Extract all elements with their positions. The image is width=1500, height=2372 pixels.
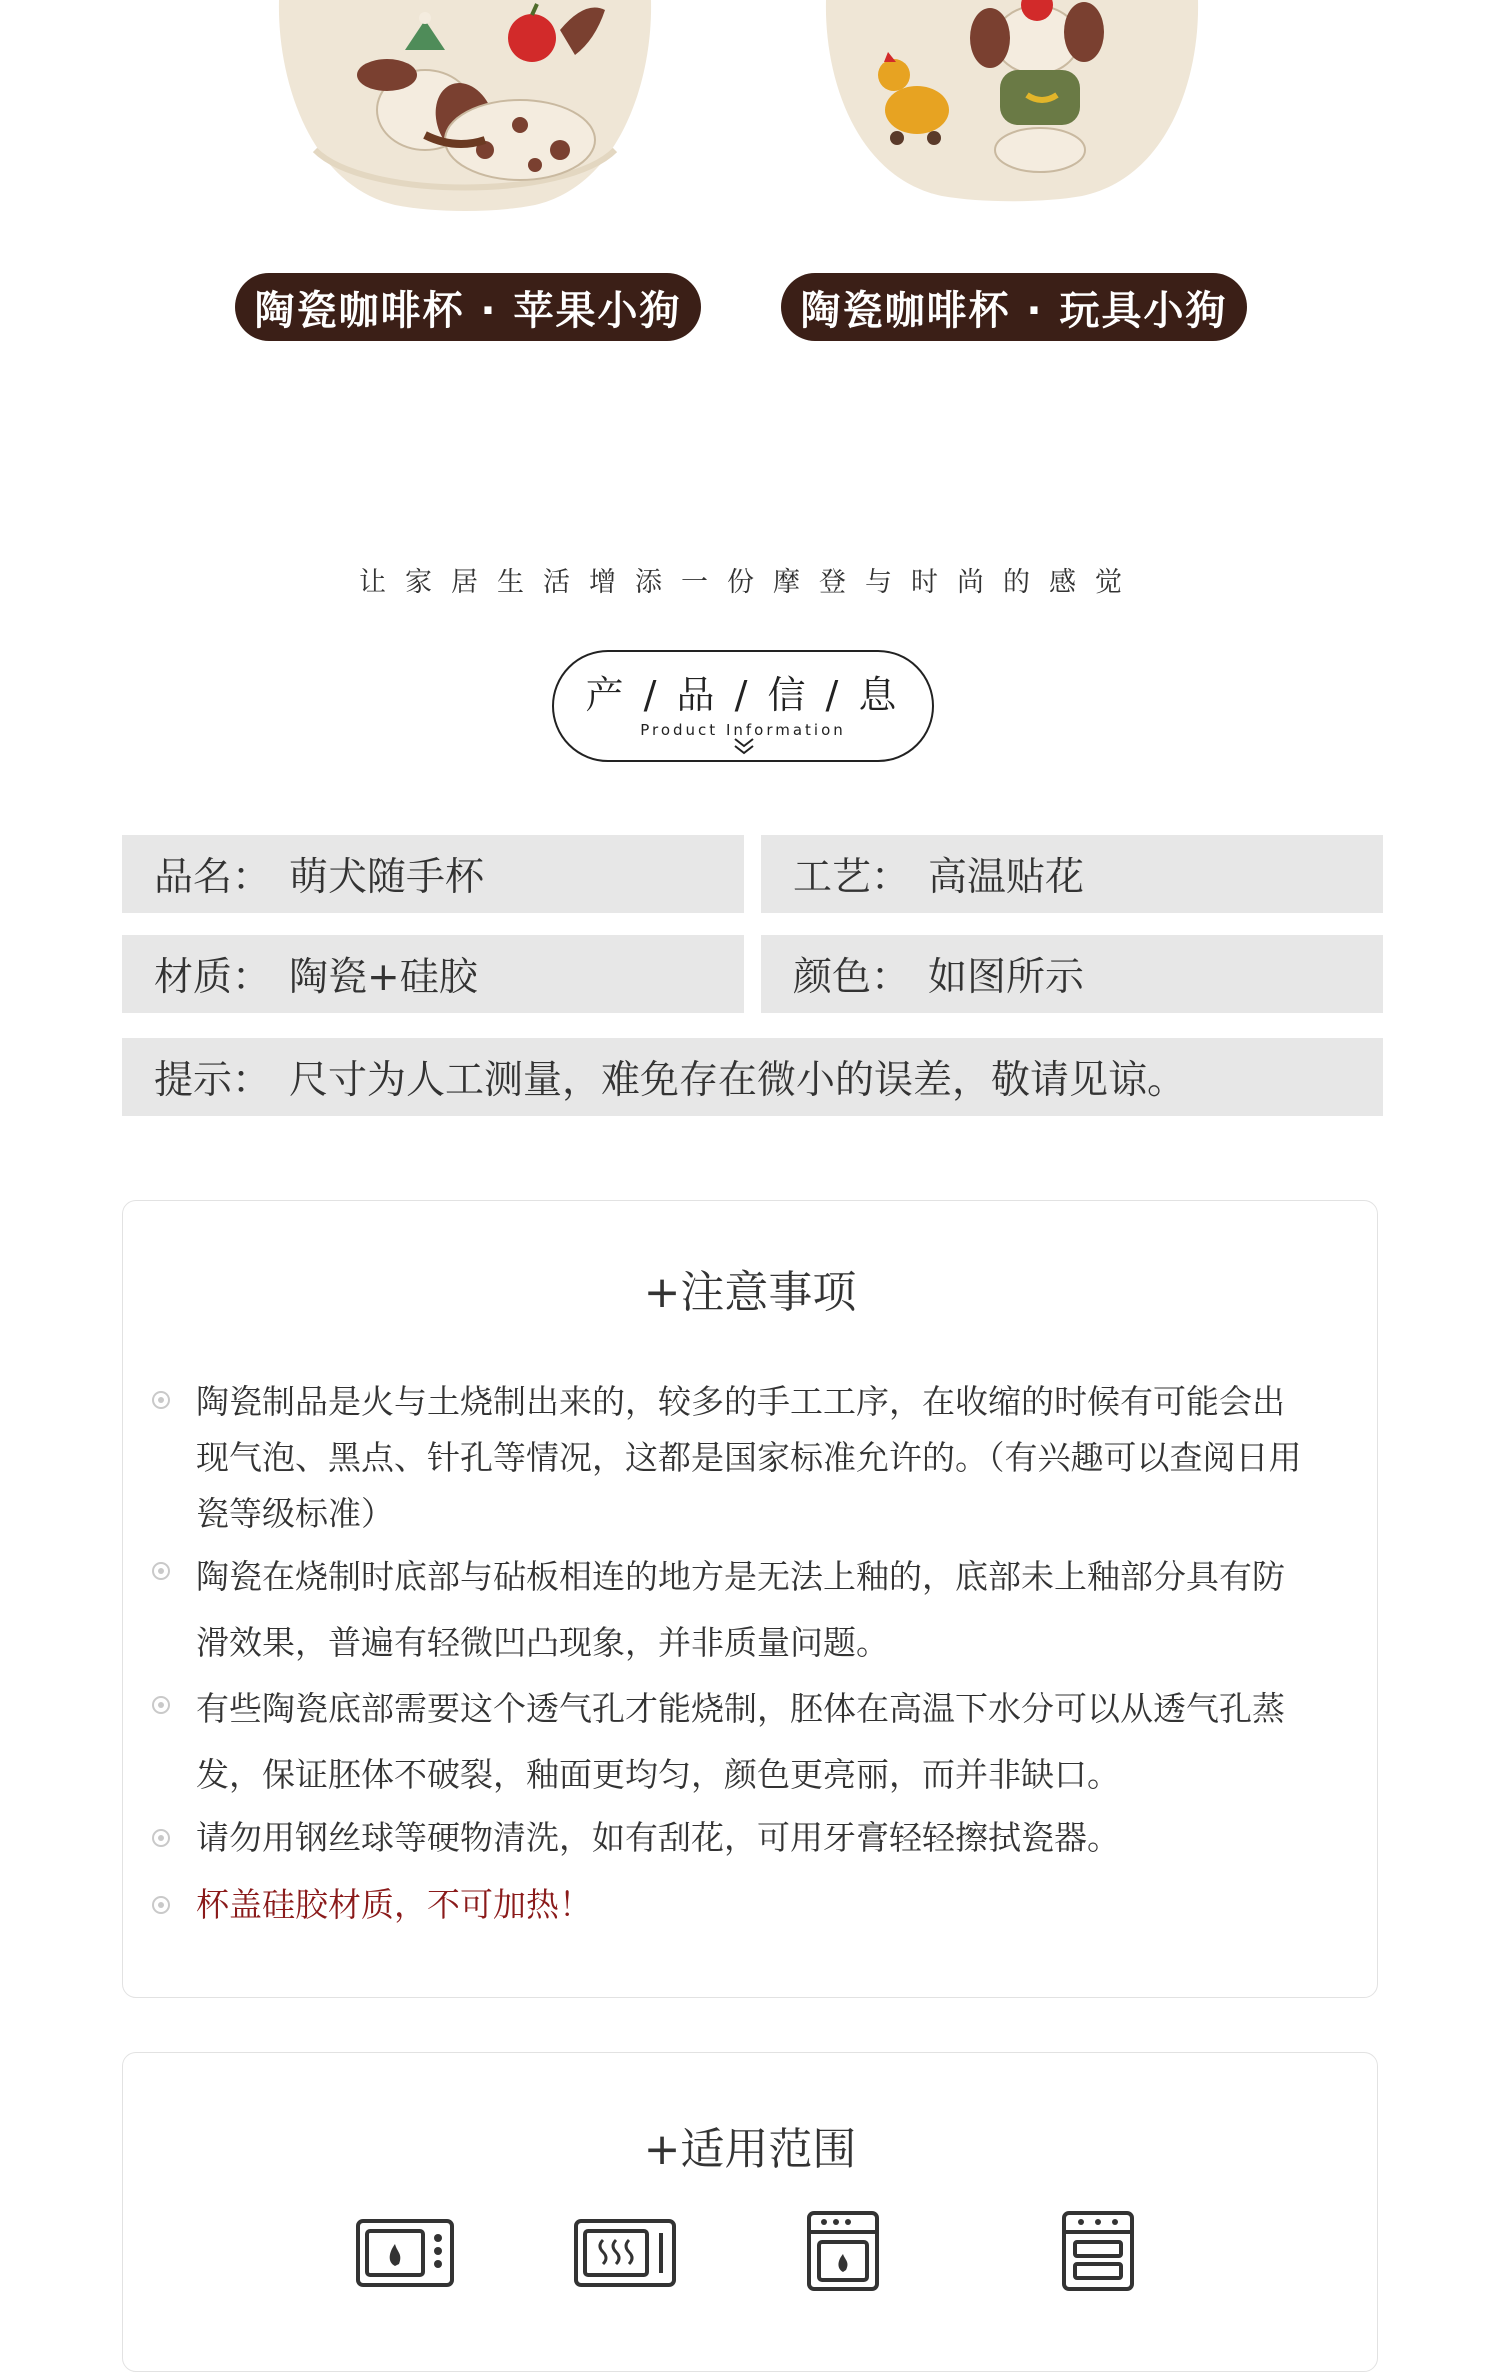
steamer-icon: [573, 2218, 677, 2288]
cup-image-toy-puppy: [822, 0, 1202, 205]
notice-item: 陶瓷制品是火与土烧制出来的，较多的手工工序，在收缩的时候有可能会出现气泡、黑点、针孔等情况，这都是国家标准允许的。（有兴趣可以查阅日用瓷等级标准）: [196, 1382, 1302, 1533]
usage-title: +适用范围: [643, 2124, 857, 2175]
product-info-header: [552, 650, 934, 762]
bullet-icon: [152, 1562, 170, 1580]
dishwasher-icon: [1061, 2210, 1135, 2292]
notice-item-warning: 杯盖硅胶材质，不可加热！: [196, 1885, 592, 1924]
product-info-title: 产 / 品 / 信 / 息: [585, 673, 901, 717]
oven-icon: [806, 2210, 880, 2292]
notice-item: 请勿用钢丝球等硬物清洗，如有刮花，可用牙膏轻轻擦拭瓷器。: [196, 1818, 1120, 1857]
product-label-apple-puppy: 陶瓷咖啡杯 · 苹果小狗: [235, 273, 701, 341]
spec-color: [761, 935, 1383, 1013]
bullet-icon: [152, 1391, 170, 1409]
microwave-icon: [355, 2218, 455, 2288]
spec-name: [122, 835, 744, 913]
spec-material: [122, 935, 744, 1013]
spec-color-label: 颜色：: [793, 955, 911, 1000]
tagline: 让家居生活增添一份摩登与时尚的感觉: [359, 567, 1141, 598]
spec-tip-value: 尺寸为人工测量，难免存在微小的误差，敬请见谅。: [289, 1058, 1187, 1103]
spec-tip: [122, 1038, 1383, 1116]
spec-tip-label: 提示：: [154, 1058, 272, 1103]
spec-name-value: 萌犬随手杯: [289, 855, 485, 900]
spec-material-label: 材质：: [154, 955, 272, 1000]
bullet-icon: [152, 1696, 170, 1714]
spec-material-value: 陶瓷+硅胶: [289, 955, 478, 1000]
notice-title: +注意事项: [643, 1267, 857, 1318]
spec-craft-label: 工艺：: [793, 855, 911, 900]
cup-image-apple-puppy: [275, 0, 655, 215]
usage-card: [122, 2052, 1378, 2372]
product-info-subtitle: Product Information: [640, 721, 846, 739]
spec-craft-value: 高温贴花: [928, 855, 1085, 900]
spec-craft: [761, 835, 1383, 913]
spec-color-value: 如图所示: [928, 955, 1085, 1000]
bullet-icon: [152, 1896, 170, 1914]
product-label-toy-puppy: 陶瓷咖啡杯 · 玩具小狗: [781, 273, 1247, 341]
notice-item: 陶瓷在烧制时底部与砧板相连的地方是无法上釉的，底部未上釉部分具有防滑效果，普遍有轻微凹凸现象，并非质量问题。: [196, 1557, 1285, 1662]
chevron-down-icon: [732, 736, 756, 756]
notice-item: 有些陶瓷底部需要这个透气孔才能烧制，胚体在高温下水分可以从透气孔蒸发，保证胚体不破裂，釉面更均匀，颜色更亮丽，而并非缺口。: [196, 1689, 1285, 1794]
bullet-icon: [152, 1829, 170, 1847]
spec-name-label: 品名：: [154, 855, 272, 900]
